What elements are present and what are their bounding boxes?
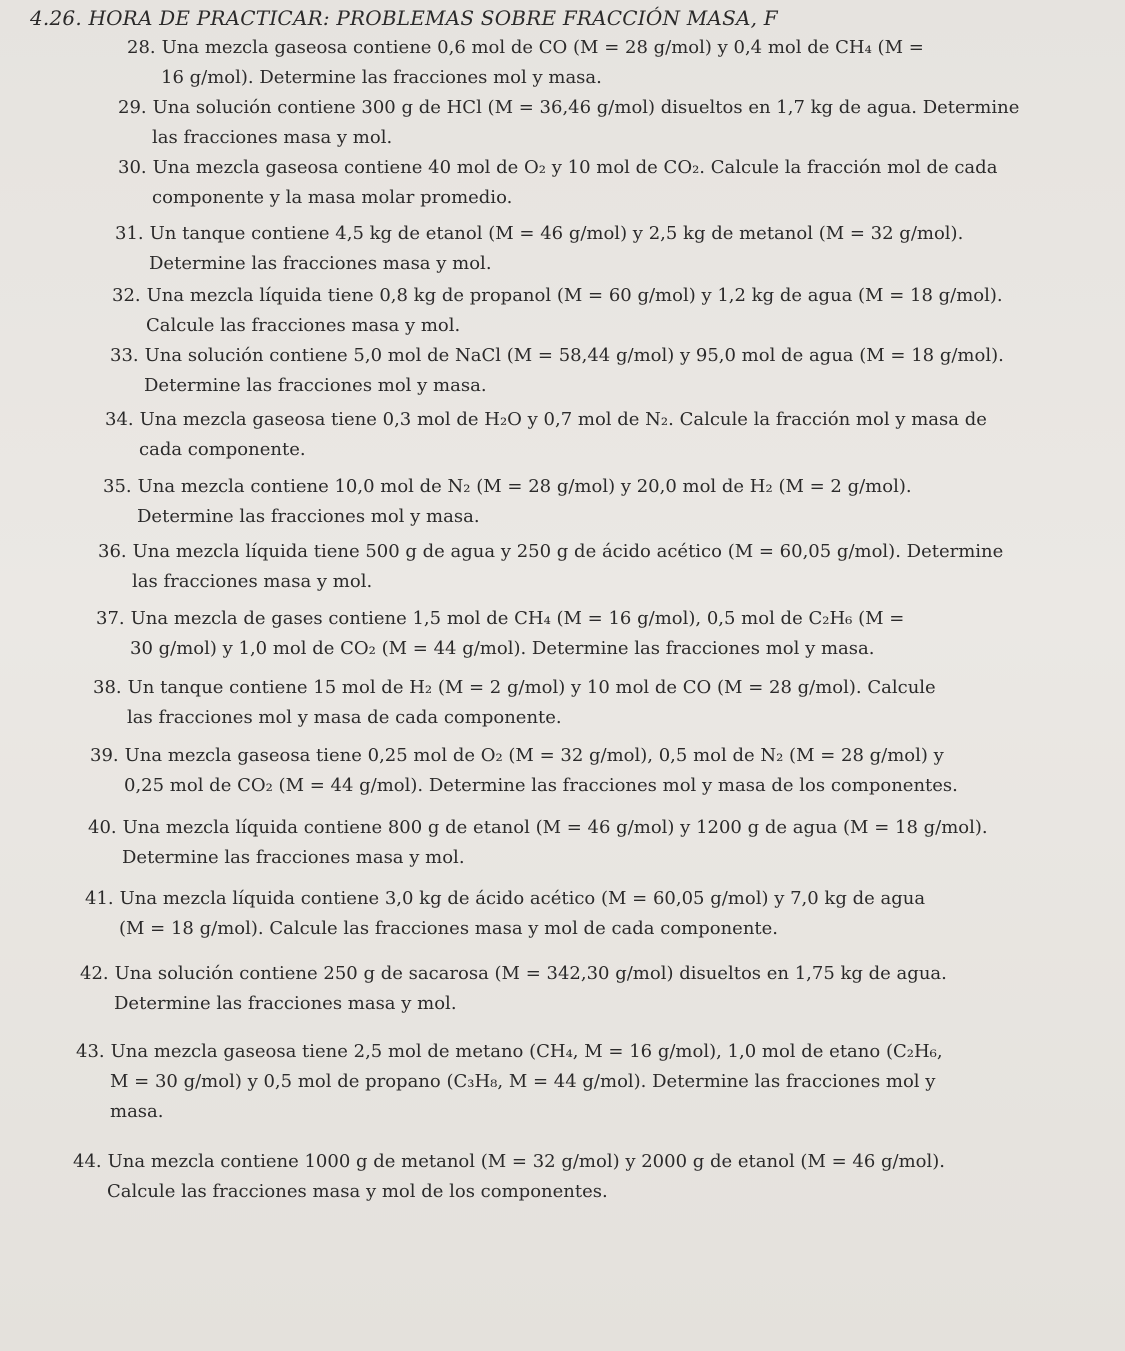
problem-36 [98,540,1004,594]
problem-number: 38. [93,677,122,698]
problem-text: Una mezcla contiene 1000 g de metanol (M = 32 g/mol) y 2000 g de etanol (M = 46 g/mol). [107,1151,946,1172]
problem-text: Un tanque contiene 4,5 kg de etanol (M = 46 g/mol) y 2,5 kg de metanol (M = 32 g/mol). [149,223,964,244]
problem-text-continued: Determine las fracciones masa y mol. [122,847,465,868]
problem-text-continued: componente y la masa molar promedio. [152,187,513,208]
problem-number: 35. [103,476,132,497]
problem-text-continued: Determine las fracciones masa y mol. [149,253,492,274]
problem-38 [93,676,993,730]
problem-39 [90,744,990,798]
problem-number: 39. [90,745,119,766]
section-heading: 4.26. HORA DE PRACTICAR: PROBLEMAS SOBRE FRACCIÓN MASA, F [30,6,778,30]
problem-32 [112,284,1012,338]
problem-text: Una mezcla gaseosa tiene 2,5 mol de metano (CH₄, M = 16 g/mol), 1,0 mol de etano (C₂H₆, [110,1041,943,1062]
problem-text: Una mezcla gaseosa contiene 40 mol de O₂ y 10 mol de CO₂. Calcule la fracción mol de cada [152,157,998,178]
problem-text-continued: 16 g/mol). Determine las fracciones mol y masa. [161,67,602,88]
problem-text-continued: Calcule las fracciones masa y mol. [146,315,461,336]
problem-number: 34. [105,409,134,430]
problem-text: Una mezcla líquida contiene 3,0 kg de ácido acético (M = 60,05 g/mol) y 7,0 kg de agua [119,888,926,909]
problem-41 [85,887,985,941]
problem-29 [118,96,1018,150]
problem-text: Una mezcla líquida contiene 800 g de etanol (M = 46 g/mol) y 1200 g de agua (M = 18 g/mol). [122,817,988,838]
problem-text: Una mezcla líquida tiene 0,8 kg de propanol (M = 60 g/mol) y 1,2 kg de agua (M = 18 g/mol). [146,285,1003,306]
problem-number: 32. [112,285,141,306]
problem-number: 33. [110,345,139,366]
problem-number: 44. [73,1151,102,1172]
problem-text: Una mezcla gaseosa contiene 0,6 mol de CO (M = 28 g/mol) y 0,4 mol de CH₄ (M = [161,37,924,58]
problem-text-continued: Determine las fracciones mol y masa. [137,506,480,527]
problem-number: 29. [118,97,147,118]
problem-number: 30. [118,157,147,178]
problem-text-continued: Determine las fracciones masa y mol. [114,993,457,1014]
problem-number: 41. [85,888,114,909]
problem-33 [110,344,1010,398]
problem-35 [103,475,1003,529]
problem-text-continued: (M = 18 g/mol). Calcule las fracciones masa y mol de cada componente. [119,918,779,939]
problem-text: Una mezcla gaseosa tiene 0,3 mol de H₂O y 0,7 mol de N₂. Calcule la fracción mol y masa de [139,409,987,430]
problem-31 [115,222,1015,276]
problem-text: Una solución contiene 300 g de HCl (M = 36,46 g/mol) disueltos en 1,7 kg de agua. Determine [152,97,1020,118]
problem-42 [80,962,980,1016]
problem-text-continued: 30 g/mol) y 1,0 mol de CO₂ (M = 44 g/mol). Determine las fracciones mol y masa. [130,638,875,659]
problem-44 [73,1150,973,1204]
problem-text: Una mezcla gaseosa tiene 0,25 mol de O₂ (M = 32 g/mol), 0,5 mol de N₂ (M = 28 g/mol) y [124,745,944,766]
problem-text-continued: las fracciones masa y mol. [132,571,373,592]
problem-40 [88,816,988,870]
problem-30 [118,156,1018,210]
problem-number: 37. [96,608,125,629]
problem-text-continued: 0,25 mol de CO₂ (M = 44 g/mol). Determine las fracciones mol y masa de los componentes. [124,775,958,796]
problem-text-continued: masa. [110,1101,164,1122]
problem-text: Una mezcla líquida tiene 500 g de agua y 250 g de ácido acético (M = 60,05 g/mol). Determine [132,541,1004,562]
problem-text: Un tanque contiene 15 mol de H₂ (M = 2 g/mol) y 10 mol de CO (M = 28 g/mol). Calcule [127,677,936,698]
problem-number: 31. [115,223,144,244]
problem-text-continued: las fracciones mol y masa de cada componente. [127,707,562,728]
problem-text-continued: cada componente. [139,439,306,460]
problem-28 [127,36,1027,90]
problem-text: Una mezcla de gases contiene 1,5 mol de CH₄ (M = 16 g/mol), 0,5 mol de C₂H₆ (M = [130,608,905,629]
problem-text: Una solución contiene 5,0 mol de NaCl (M = 58,44 g/mol) y 95,0 mol de agua (M = 18 g/mol). [144,345,1004,366]
problem-text: Una solución contiene 250 g de sacarosa (M = 342,30 g/mol) disueltos en 1,75 kg de agua. [114,963,947,984]
problem-43 [76,1040,976,1124]
problem-number: 28. [127,37,156,58]
problem-text-continued: M = 30 g/mol) y 0,5 mol de propano (C₃H₈, M = 44 g/mol). Determine las fracciones mol y [110,1071,936,1092]
problem-number: 36. [98,541,127,562]
problem-text-continued: Determine las fracciones mol y masa. [144,375,487,396]
problem-34 [105,408,1005,462]
problem-37 [96,607,996,661]
problem-text-continued: Calcule las fracciones masa y mol de los componentes. [107,1181,608,1202]
problem-number: 40. [88,817,117,838]
problem-number: 43. [76,1041,105,1062]
problem-text: Una mezcla contiene 10,0 mol de N₂ (M = 28 g/mol) y 20,0 mol de H₂ (M = 2 g/mol). [137,476,912,497]
problem-number: 42. [80,963,109,984]
problem-text-continued: las fracciones masa y mol. [152,127,393,148]
